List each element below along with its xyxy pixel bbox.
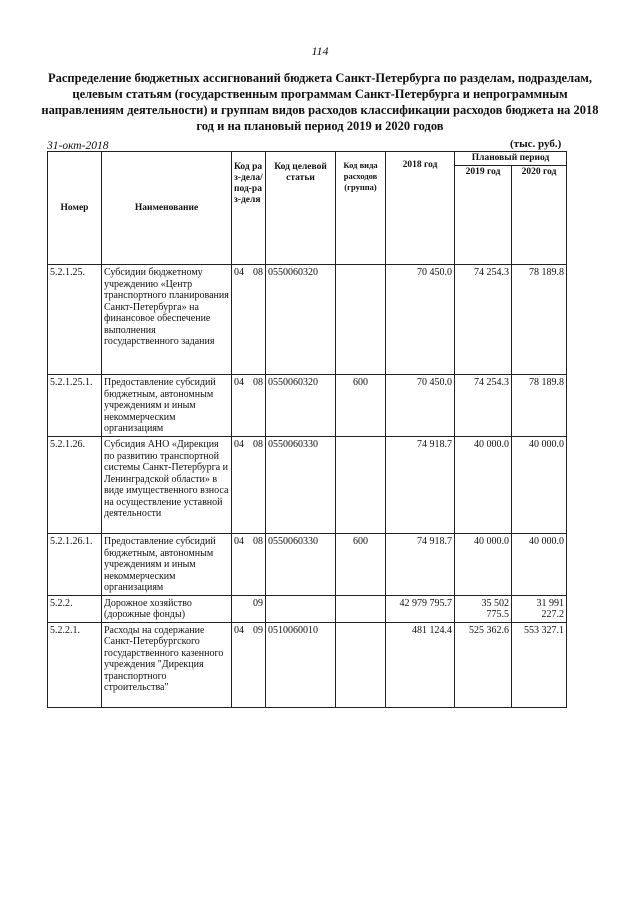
row-subsection: 08 bbox=[249, 375, 266, 437]
row-expense-type bbox=[336, 437, 386, 534]
row-name: Предоставление субсидий бюджетным, автономным учреждениям и иным некоммерческим организациям bbox=[102, 375, 232, 437]
row-2019: 74 254.3 bbox=[455, 265, 512, 375]
row-number: 5.2.2. bbox=[48, 595, 102, 622]
row-2020: 31 991 227.2 bbox=[512, 595, 567, 622]
row-target: 0550060320 bbox=[266, 265, 336, 375]
row-name: Субсидии бюджетному учреждению «Центр транспортного планирования Санкт-Петербурга» на финансовое обеспечение выполнения государственного задания bbox=[102, 265, 232, 375]
budget-table bbox=[47, 151, 567, 708]
table-row bbox=[48, 622, 567, 707]
row-name: Субсидия АНО «Дирекция по развитию транспортной системы Санкт-Петербурга и Ленинградской области» в виде имущественного взноса на осуществление уставной деятельности bbox=[102, 437, 232, 534]
row-number: 5.2.1.25. bbox=[48, 265, 102, 375]
row-2018: 74 918.7 bbox=[386, 437, 455, 534]
row-2020: 553 327.1 bbox=[512, 622, 567, 707]
row-expense-type: 600 bbox=[336, 534, 386, 596]
row-section: 04 bbox=[232, 622, 249, 707]
row-2020: 78 189.8 bbox=[512, 265, 567, 375]
row-name: Расходы на содержание Санкт-Петербургского государственного казенного учреждения "Дирекция транспортного строительства" bbox=[102, 622, 232, 707]
row-expense-type bbox=[336, 595, 386, 622]
row-section: 04 bbox=[232, 534, 249, 596]
row-2019: 40 000.0 bbox=[455, 534, 512, 596]
row-subsection: 09 bbox=[249, 622, 266, 707]
table-row bbox=[48, 375, 567, 437]
header-number: Номер bbox=[48, 152, 102, 265]
row-subsection: 08 bbox=[249, 437, 266, 534]
table-row bbox=[48, 437, 567, 534]
table-row bbox=[48, 265, 567, 375]
row-subsection: 08 bbox=[249, 534, 266, 596]
header-target: Код целевой статьи bbox=[266, 152, 336, 265]
row-name: Дорожное хозяйство (дорожные фонды) bbox=[102, 595, 232, 622]
row-2018: 70 450.0 bbox=[386, 375, 455, 437]
row-section bbox=[232, 595, 249, 622]
row-2019: 74 254.3 bbox=[455, 375, 512, 437]
row-2020: 40 000.0 bbox=[512, 534, 567, 596]
row-2018: 74 918.7 bbox=[386, 534, 455, 596]
row-expense-type bbox=[336, 265, 386, 375]
row-name: Предоставление субсидий бюджетным, автономным учреждениям и иным некоммерческим организациям bbox=[102, 534, 232, 596]
row-number: 5.2.1.26. bbox=[48, 437, 102, 534]
header-name: Наименование bbox=[102, 152, 232, 265]
table-row bbox=[48, 534, 567, 596]
page-number: 114 bbox=[311, 44, 329, 58]
header-expense-type: Код вида расходов (группа) bbox=[336, 152, 386, 265]
row-expense-type: 600 bbox=[336, 375, 386, 437]
row-2018: 481 124.4 bbox=[386, 622, 455, 707]
row-2018: 42 979 795.7 bbox=[386, 595, 455, 622]
row-target: 0550060330 bbox=[266, 534, 336, 596]
row-2020: 40 000.0 bbox=[512, 437, 567, 534]
row-2019: 40 000.0 bbox=[455, 437, 512, 534]
header-2018: 2018 год bbox=[386, 152, 455, 265]
row-2019: 525 362.6 bbox=[455, 622, 512, 707]
row-2018: 70 450.0 bbox=[386, 265, 455, 375]
row-target bbox=[266, 595, 336, 622]
table-row bbox=[48, 595, 567, 622]
row-expense-type bbox=[336, 622, 386, 707]
row-target: 0510060010 bbox=[266, 622, 336, 707]
row-target: 0550060320 bbox=[266, 375, 336, 437]
header-section: Код раз-дела/ под-раз-деля bbox=[232, 152, 266, 265]
units-label: (тыс. руб.) bbox=[510, 138, 562, 150]
header-2020: 2020 год bbox=[512, 166, 567, 265]
row-subsection: 08 bbox=[249, 265, 266, 375]
row-section: 04 bbox=[232, 265, 249, 375]
row-2020: 78 189.8 bbox=[512, 375, 567, 437]
document-date: 31-окт-2018 bbox=[47, 140, 109, 152]
row-section: 04 bbox=[232, 375, 249, 437]
row-2019: 35 502 775.5 bbox=[455, 595, 512, 622]
document-title: Распределение бюджетных ассигнований бюджета Санкт-Петербурга по разделам, подразделам, целевым статьям (государственным программам Санкт-Петербурга и непрограммным направлениям деятельности) и группам видов расходов классификации расходов бюджета на 2018 год и на плановый период 2019 и 2020 годов bbox=[41, 71, 599, 133]
row-number: 5.2.2.1. bbox=[48, 622, 102, 707]
header-2019: 2019 год bbox=[455, 166, 512, 265]
row-section: 04 bbox=[232, 437, 249, 534]
row-number: 5.2.1.26.1. bbox=[48, 534, 102, 596]
row-target: 0550060330 bbox=[266, 437, 336, 534]
row-subsection: 09 bbox=[249, 595, 266, 622]
row-number: 5.2.1.25.1. bbox=[48, 375, 102, 437]
header-planned-period: Плановый период bbox=[455, 152, 567, 166]
